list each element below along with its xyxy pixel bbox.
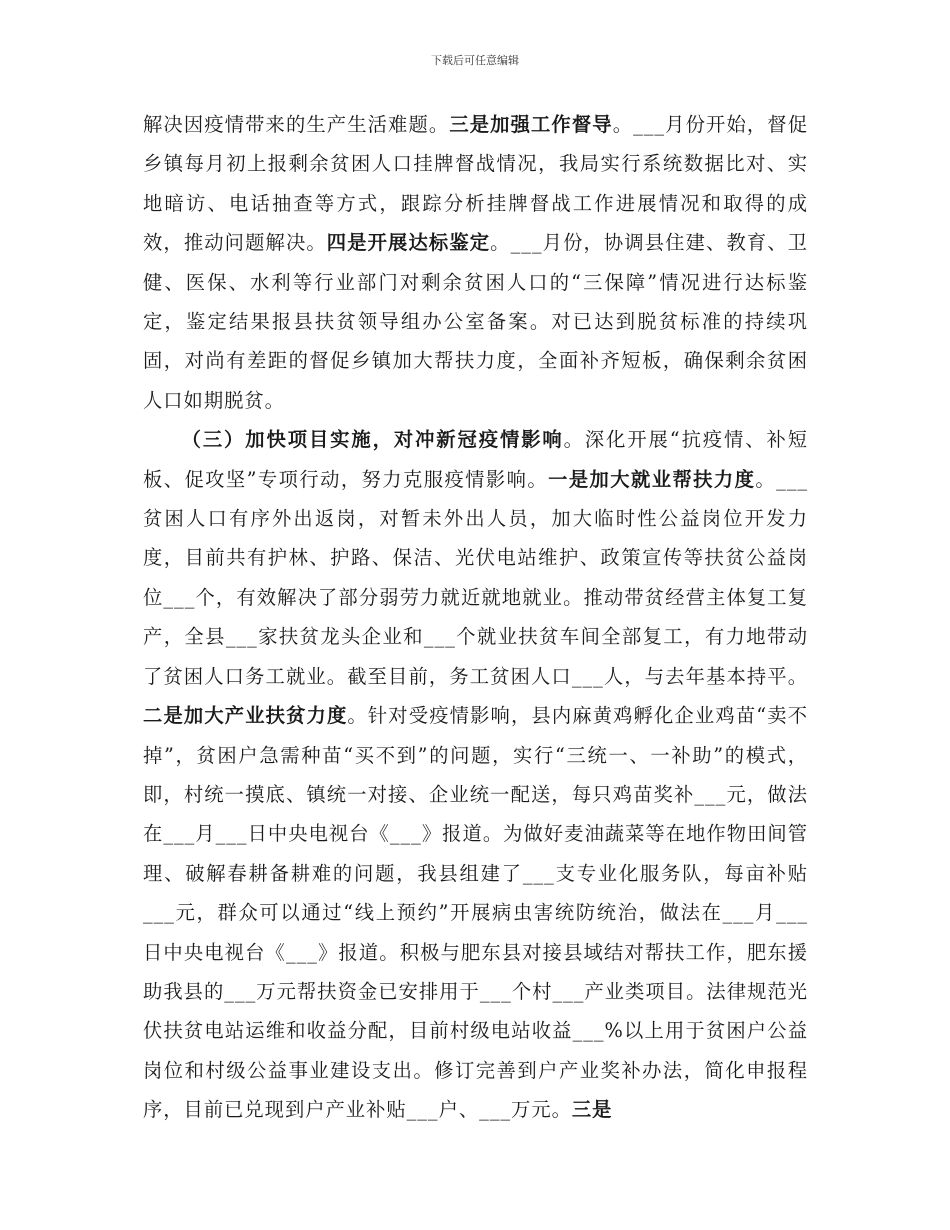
paragraph [143, 105, 808, 420]
bold-heading-run: 四是开展达标鉴定 [326, 231, 491, 255]
text-run: 。针对受疫情影响，县内麻黄鸡孵化企业鸡苗“卖不掉”，贫困户急需种苗“买不到”的问题，实行“三统一、一补助”的模式，即，村统一摸底、镇统一对接、企业统一配送，每只鸡苗奖补___元，做法在___月___日中央电视台《___》报道。为做好麦油蔬菜等在地作物田间管理、破解春耕备耕难的问题，我县组建了___支专业化服务队，每亩补贴___元，群众可以通过“线上预约”开展病虫害统防统治，做法在___月___日中央电视台《___》报道。积极与肥东县对接县域结对帮扶工作，肥东援助我县的___万元帮扶资金已安排用于___个村___产业类项目。法律规范光伏扶贫电站运维和收益分配，目前村级电站收益___%以上用于贫困户公益岗位和村级公益事业建设支出。修订完善到户产业奖补办法，简化申报程序，目前已兑现到户产业补贴___户、___万元。 [143, 704, 808, 1122]
document-body [143, 105, 808, 1130]
text-run: 解决因疫情带来的生产生活难题。 [143, 113, 450, 136]
bold-heading-run: 一是加大就业帮扶力度 [548, 467, 756, 491]
bold-heading-run: （三）加快项目实施，对冲新冠疫情影响 [181, 428, 564, 452]
text-run: 。深化开展“抗疫情、补短板、促攻坚”专项行动，努力克服疫情影响。 [143, 428, 808, 491]
bold-heading-run: 二是加大产业扶贫力度 [143, 704, 348, 728]
text-run: 。___月份，协调县住建、教育、卫健、医保、水利等行业部门对剩余贫困人口的“三保障”情况进行达标鉴定，鉴定结果报县扶贫领导组办公室备案。对已达到脱贫标准的持续巩固，对尚有差距的督促乡镇加大帮扶力度，全面补齐短板，确保剩余贫困人口如期脱贫。 [143, 231, 808, 412]
bold-heading-run: 三是加强工作督导 [449, 113, 613, 136]
paragraph [143, 420, 808, 1129]
bold-heading-run: 三是 [571, 1098, 613, 1122]
text-run: 。___贫困人口有序外出返岗，对暂未外出人员，加大临时性公益岗位开发力度，目前共有护林、护路、保洁、光伏电站维护、政策宣传等扶贫公益岗位___个，有效解决了部分弱劳力就近就地就业。推动带贫经营主体复工复产，全县___家扶贫龙头企业和___个就业扶贫车间全部复工，有力地带动了贫困人口务工就业。截至目前，务工贫困人口___人，与去年基本持平。 [143, 467, 809, 688]
text-run: 。___月份开始，督促乡镇每月初上报剩余贫困人口挂牌督战情况，我局实行系统数据比对、实地暗访、电话抽查等方式，跟踪分析挂牌督战工作进展情况和取得的成效，推动问题解决。 [143, 113, 808, 255]
page-header: 下载后可任意编辑 [431, 54, 519, 67]
